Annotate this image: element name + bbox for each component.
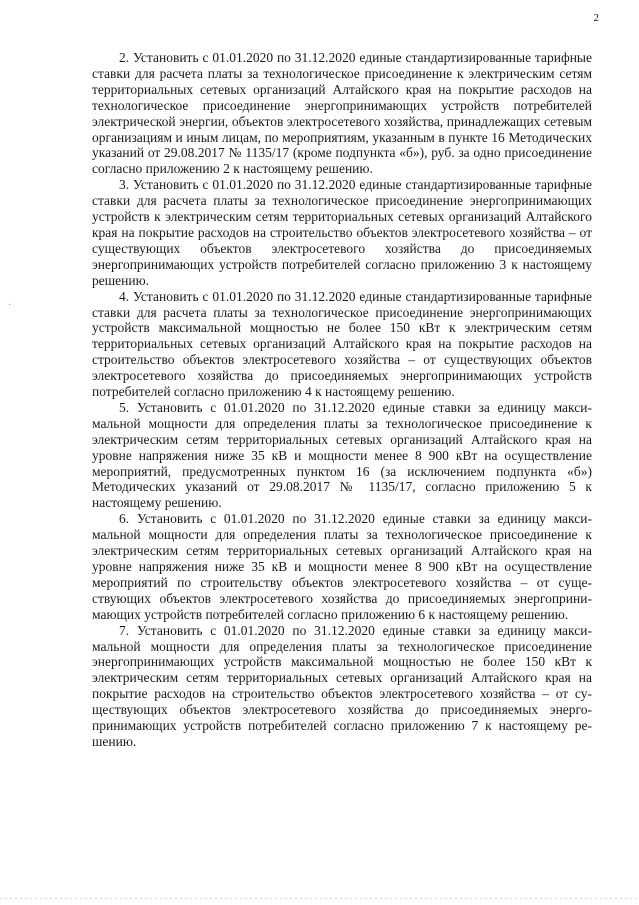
paragraph-item-2: 2. Установить с 01.01.2020 по 31.12.2020 единые стандартизированные тарифные ставки для расчета платы за технологическое присоединение к электрическим сетям территориальных сетевых организаций Алтайского края на покрытие расходов на технологическое присоединение энергопринимающих устройств потребителей электрической энергии, объектов электросетевого хозяйства, принадлежащих сетевым организациям и иным лицам, по мероприятиям, указанным в пункте 16 Методических указаний от 29.08.2017 № 1135/17 (кроме подпункта «б»), руб. за одно присоединение согласно приложению 2 к настоящему решению.	[92, 50, 592, 177]
paragraph-item-3: 3. Установить с 01.01.2020 по 31.12.2020 единые стандартизированные тарифные ставки для расчета платы за технологическое присоединение энергопринимающих устройств к электрическим сетям территориальных сетевых организаций Алтайского края на покрытие расходов на строительство объектов электросетевого хозяйства – от существующих объектов электросетевого хозяйства до присоединяемых энергопринимающих устройств потребителей согласно приложению 3 к настоящему решению.	[92, 177, 592, 288]
paragraph-item-5: 5. Установить с 01.01.2020 по 31.12.2020 единые ставки за единицу максимальной мощности для определения платы за технологическое присоединение к электрическим сетям территориальных сетевых организаций Алтайского края на уровне напряжения ниже 35 кВ и мощности менее 8 900 кВт на осуществление мероприятий, предусмотренных пунктом 16 (за исключением подпункта «б») Методических указаний от 29.08.2017 № 1135/17, согласно приложению 5 к настоящему решению.	[92, 399, 592, 511]
paragraph-item-7: 7. Установить с 01.01.2020 по 31.12.2020 единые ставки за единицу максимальной мощности для определения платы за технологическое присоединение энергопринимающих устройств максимальной мощностью не более 150 кВт к электрическим сетям территориальных сетевых организаций Алтайского края на покрытие расходов на строительство объектов электросетевого хозяйства – от существующих объектов электросетевого хозяйства до присоединяемых энергопринимающих устройств потребителей согласно приложению 7 к настоящему решению.	[92, 622, 592, 749]
page-number: 2	[593, 12, 599, 24]
margin-scan-mark: ·	[8, 300, 12, 311]
paragraph-item-6: 6. Установить с 01.01.2020 по 31.12.2020 единые ставки за единицу максимальной мощности для определения платы за технологическое присоединение к электрическим сетям территориальных сетевых организаций Алтайского края на уровне напряжения ниже 35 кВ и мощности менее 8 900 кВт на осуществление мероприятий по строительству объектов электросетевого хозяйства – от существующих объектов электросетевого хозяйства до присоединяемых энергопринимающих устройств потребителей согласно приложению 6 к настоящему решению.	[92, 511, 592, 622]
scan-edge-noise	[0, 898, 639, 899]
document-body	[92, 50, 592, 750]
paragraph-item-4: 4. Установить с 01.01.2020 по 31.12.2020 единые стандартизированные тарифные ставки для расчета платы за технологическое присоединение энергопринимающих устройств максимальной мощностью не более 150 кВт к электрическим сетям территориальных сетевых организаций Алтайского края на покрытие расходов на строительство объектов электросетевого хозяйства – от существующих объектов электросетевого хозяйства до присоединяемых энергопринимающих устройств потребителей согласно приложению 4 к настоящему решению.	[92, 288, 592, 400]
